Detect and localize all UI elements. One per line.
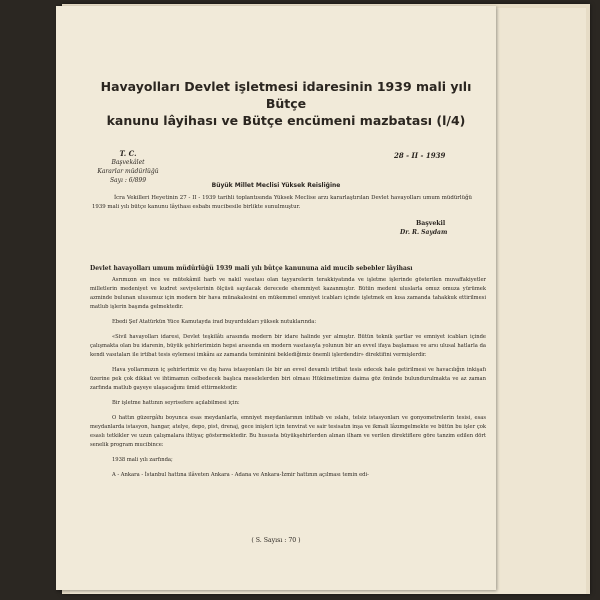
document-page — [56, 6, 496, 590]
body-paragraph: O hattın güzergâhı boyunca esas meydanlarla, emniyet meydanlarının intihab ve ıslahı, telsiz istasyonları ve gonyometrelerin tesisi, esas meydanlarda istasyon, hangar, atelye, depo, pist, drenaj, gece inişleri için tenvirat ve sair tesisatın inşa ve ikmali lâzımgelmekte ve bütün bu işler çok esaslı tetkikler ve uzun çalışmalara ihtiyaç göstermektedir. Bu hususta büyükşehirlerden alınan ilham ve verilen direktiflere göre tanzim edilen dört senelik program mucibince: — [90, 415, 486, 448]
letter-date: 28 - II - 1939 — [394, 151, 446, 160]
body-paragraph: «Sivil havayolları idaresi, Devlet teşkilâtı arasında modern bir idare halinde yer almıştır. Bütün teknik şartlar ve emniyet icabları içinde çalışmakta olan bu idarenin, büyük şehirlerimizin hepsi arasında en modern vasıtasıyla yolunun bir an evvel ifaya başlaması ve arsı ulusal hatlarla da kendi vasıtaları ile irtibat tesis eylemesi imkânı az zamanda temininini beklediğimiz önemli işlerdendir» direktifini vermişlerdir. — [90, 334, 486, 358]
cover-letter-text: İcra Vekilleri Heyetinin 27 - II - 1939 tarihli toplantısında Yüksek Meclise arzı kararlaştırılan Devlet havayolları umum müdürlüğü 1939 mali yılı bütçe kanunu lâyihası esbabı mucibesile birlikte sunulmuştur. — [92, 195, 472, 210]
signature-name: Dr. R. Saydam — [400, 229, 448, 236]
office-tc: T. C. — [119, 149, 137, 158]
body-paragraph: Bir işletme hattının seyrisefere açılabilmesi için: — [112, 400, 240, 406]
body-paragraph: A - Ankara - İstanbul hattına ilâveten Ankara - Adana ve Ankara-İzmir hattının açılması temin edi- — [112, 472, 369, 478]
office-block — [78, 149, 178, 185]
signature-title: Başvekil — [416, 220, 446, 227]
body-paragraph: Hava yollarımızın iç şehirlerimiz ve dış hava istasyonları ile bir an evvel devamlı irtibat tesis edecek hale getirilmesi ve havacılığın inkişafı üzerine pek çok dikkat ve ihtimamın celbedecek başlıca meselelerden biri olması Hükümetimize daima göz önünde bulundurulmakta ve az zaman zarfında matlub gayeye ulaşacağımı ümid ettirmektedir. — [90, 367, 486, 391]
page-footer-session-number: ( S. Sayısı : 70 ) — [251, 537, 301, 544]
office-line-2: Başvekâlet — [111, 159, 145, 166]
office-line-3: Kararlar müdürlüğü — [97, 168, 159, 175]
section-heading: Devlet havayolları umum müdürlüğü 1939 mali yılı bütçe kanununa aid mucib sebebler lâyihası — [90, 265, 413, 272]
office-number: Sayı : 6/899 — [109, 177, 147, 184]
title-line-1: Havayolları Devlet işletmesi idaresinin 1939 mali yılı Bütçe — [100, 79, 472, 111]
addressee: Büyük Millet Meclisi Yüksek Reisliğine — [211, 182, 341, 189]
document-title — [86, 78, 486, 129]
body-paragraph: 1938 mali yılı zarfında; — [112, 457, 173, 463]
document-body — [90, 276, 486, 486]
title-line-2: kanunu lâyihası ve Bütçe encümeni mazbatası (l/4) — [106, 113, 466, 128]
body-paragraph: Ebedi Şef Atatürkün Yüce Kamutayda irad buyurdukları yüksek nutuklarında: — [112, 319, 317, 325]
body-paragraph: Asrımızın en ince ve mütekâmil harb ve nakil vasıtası olan tayyarelerin terakkiyatında ve işletme işlerinde gösterilen muvaffakiyetler milletlerin medeniyet ve kudret seviyelerinin ölçüsü sayılacak derecede ehemmiyet kazanmıştır. Bütün medeni uluslarla omuz omuza yürümek azminde bulunan ulusumuz için modern bir hava münakalesini en mükemmel emniyet icabları içinde işletmek en kısa zamanda tahakkuk ettirilmesi matlub işlerin başında gelmektedir. — [90, 277, 486, 310]
